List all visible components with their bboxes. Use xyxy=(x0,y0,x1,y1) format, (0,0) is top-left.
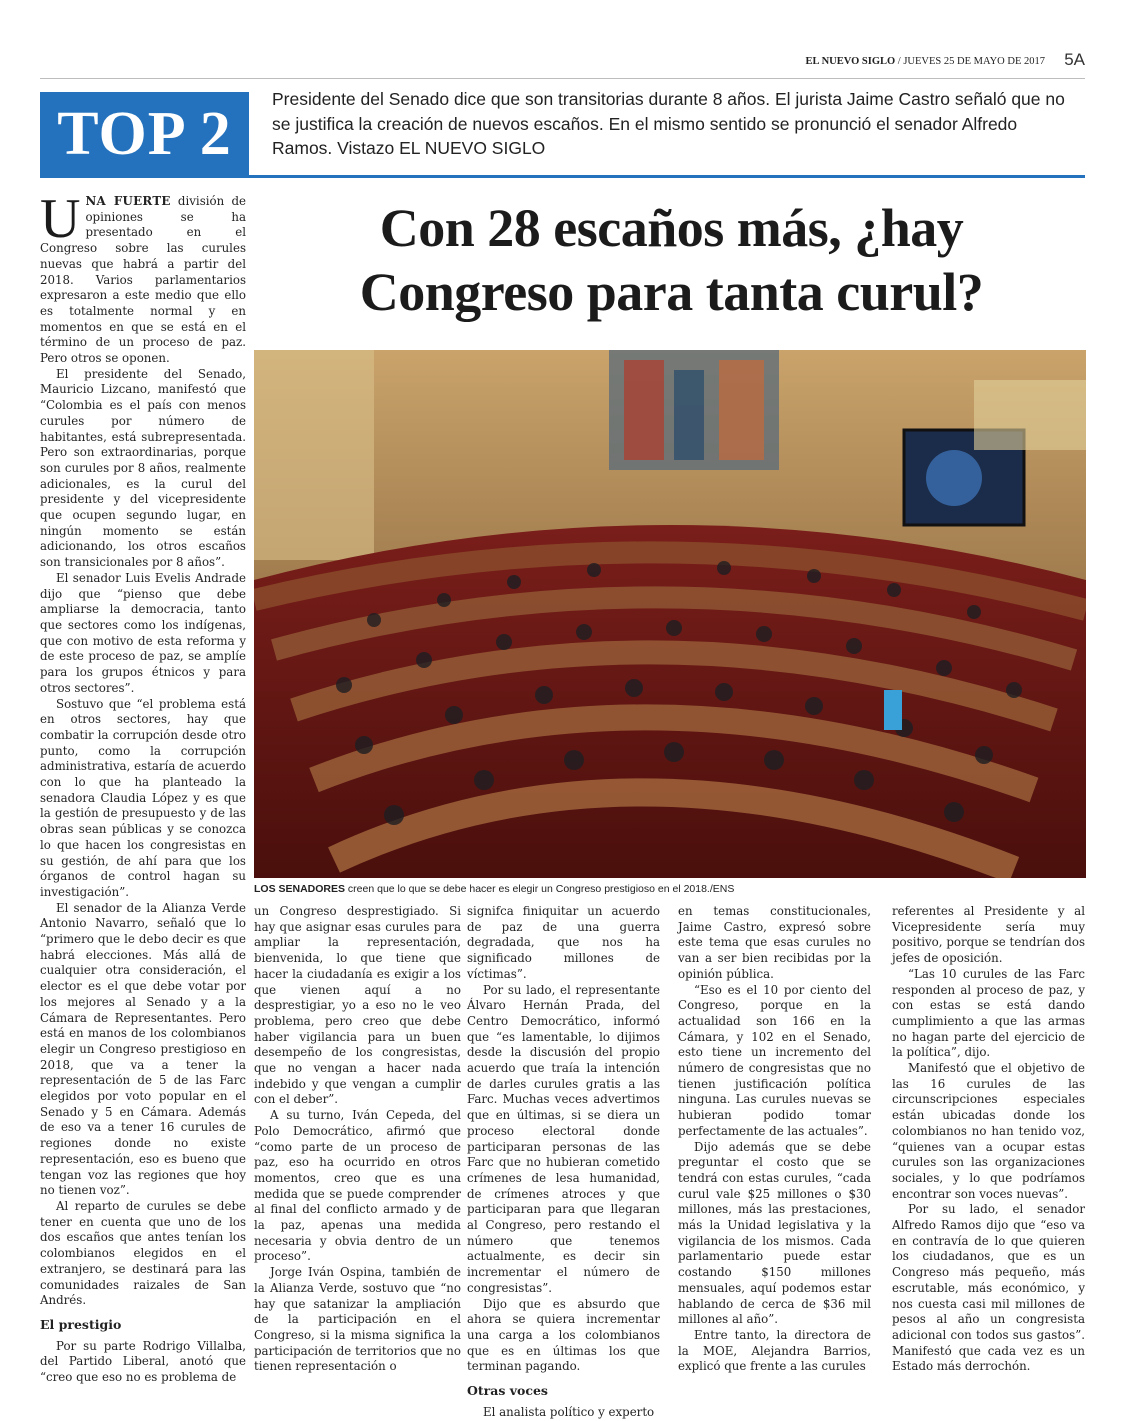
congress-photo xyxy=(254,350,1086,878)
paragraph: El presidente del Senado, Mauricio Lizcano, manifestó que “Colombia es el país con menos curules por número de habitantes, está subrepresentada. Pero son extraordinarias, porque son curules por 8 años, realmente adicionales, es la curul del presidente y del vicepresidente que ocupen segundo lugar, en ningún momento se están adicionando, los otros escaños son transicionales por 8 años”. xyxy=(40,366,246,570)
section-rule xyxy=(40,175,1085,178)
paragraph: Por su parte Rodrigo Villalba, del Partido Liberal, anotó que “creo que eso no es problema de xyxy=(40,1338,246,1385)
paragraph: Sostuvo que “el problema está en otros sectores, hay que combatir la corrupción desde otro punto, como la corrupción administrativa, estaría de acuerdo con lo que ha planteado la senadora Claudia López y es que la gestión de presupuesto y de las obras sean públicas y se conozca lo que hacen los congresistas en su gestión, de ahí para que los órganos de control hagan su investigación”. xyxy=(40,696,246,899)
section-badge xyxy=(40,92,249,176)
paragraph: Por su lado, el representante Álvaro Hernán Prada, del Centro Democrático, informó que “es lamentable, lo dijimos desde la discusión del propio acuerdo que traía la intención de darles curules gratis a las Farc. Muchas veces advertimos que en últimas, si se diera un proceso electoral donde participaran personas de las Farc que no hubieran cometido crímenes de lesa humanidad, de crímenes atroces y que participaran para que llegaran al Congreso, pero restando el número que tenemos actualmente, es decir sin incrementar el número de congresistas”. xyxy=(467,982,660,1295)
headline-line-2: Congreso para tanta curul? xyxy=(359,262,984,322)
paragraph: Entre tanto, la directora de la MOE, Alejandra Barrios, explicó que frente a las curules xyxy=(678,1327,871,1374)
paragraph: Manifestó que el objetivo de las 16 curules de las circunscripciones especiales están ubicadas donde los colombianos no han tenido voz, “quienes van a ocupar estas curules son las organizaciones sociales, y lo que podríamos encontrar son voces nuevas”. xyxy=(892,1061,1085,1201)
paragraph: Dijo además que se debe preguntar el costo que se tendrá con estas curules, “cada curul vale $25 millones o $30 millones, más las prestaciones, más la Unidad legislativa y la vigilancia de los mismos. Cada parlamentario puede estar costando $150 millones mensuales, aquí podemos estar hablando de cerca de $36 mil millones al año”. xyxy=(678,1139,871,1327)
paragraph: Dijo que es absurdo que ahora se quiera incrementar una carga a los colombianos que es en últimas los que terminan pagando. xyxy=(467,1296,660,1374)
photo-caption xyxy=(254,883,1086,895)
caption-lead: LOS SENADORES xyxy=(254,883,346,895)
paragraph: signifca finiquitar un acuerdo de paz de una guerra degradada, que nos ha significado millones de víctimas”. xyxy=(467,904,660,981)
page-number: 5A xyxy=(1064,50,1085,69)
article-column-5 xyxy=(892,904,1085,1375)
lead-caps: NA FUERTE xyxy=(85,194,171,208)
page-header xyxy=(40,50,1085,78)
subhead-otras-voces: Otras voces xyxy=(467,1383,548,1399)
section-label: TOP 2 xyxy=(57,100,232,168)
headline-line-1: Con 28 escaños más, ¿hay xyxy=(379,198,964,258)
paragraph: Por su lado, el senador Alfredo Ramos dijo que “eso va en contravía de lo que quieren los ciudadanos, que es un Congreso más pequeño, más escrutable, más económico, y nos cuesta casi mil millones de pesos al año un congresista adicional con todos sus gastos”. Manifestó que cada vez es un Estado más derrochón. xyxy=(892,1202,1085,1374)
issue-date: / JUEVES 25 DE MAYO DE 2017 xyxy=(897,56,1045,67)
article-column-2 xyxy=(254,904,461,1375)
lead-paragraph xyxy=(40,188,246,367)
article-column-3 xyxy=(467,904,660,1421)
article-deck: Presidente del Senado dice que son transitorias durante 8 años. El jurista Jaime Castro señaló que no se justifica la creación de nuevos escaños. En el mismo sentido se pronunció el senador Alfredo Ramos. Vistazo EL NUEVO SIGLO xyxy=(272,89,1065,158)
paragraph: en temas constitucionales, Jaime Castro, expresó sobre este tema que esas curules no van a ser bien recibidas por la opinión pública. xyxy=(678,904,871,981)
paragraph: El senador de la Alianza Verde Antonio Navarro, señaló que lo “primero que le debo decir es que habrá elecciones. Más allá de cualquier otra consideración, el elector es el que debe votar por los mejores al Senado y a la Cámara de Representantes. Pero está en manos de los colombianos elegir un Congreso prestigioso en 2018, que va a tener la representación de 5 de las Farc elegidos por voto popular en el Senado y 5 en Cámara. Además de eso va a tener 16 curules de regiones donde no existe representación, eso es bueno que tengan voz las regiones que hoy no tienen voz”. xyxy=(40,900,246,1198)
paragraph: Jorge Iván Ospina, también de la Alianza Verde, sostuvo que “no hay que satanizar la ampliación de la participación en el Congreso, si la misma significa la participación de territorios que no tienen representación o xyxy=(254,1265,461,1374)
subhead-prestigio: El prestigio xyxy=(40,1316,122,1332)
article-column-4 xyxy=(678,904,871,1375)
paragraph: referentes al Presidente y al Vicepresidente sería muy positivo, porque se tendrían dos jefes de oposición. xyxy=(892,904,1085,966)
congress-chamber-illustration xyxy=(254,350,1086,878)
paragraph: “Eso es el 10 por ciento del Congreso, porque en la actualidad son 166 en la Cámara, y 102 en el Senado, esto tiene un incremento del número de congresistas que no tienen justificación política ninguna. Las curules nuevas se hubieran podido tomar perfectamente de las actuales”. xyxy=(678,982,871,1138)
paragraph: Al reparto de curules se debe tener en cuenta que uno de los dos escaños que antes tenían los colombianos elegidos en el extranjero, se destinará para las comunidades raizales de San Andrés. xyxy=(40,1199,246,1308)
paragraph: “Las 10 curules de las Farc responden al proceso de paz, y con estas se está dando cumplimiento a que las armas no hagan parte del ejercicio de la política”, dijo. xyxy=(892,966,1085,1060)
header-paper-date xyxy=(806,56,1045,67)
header-rule xyxy=(40,78,1085,79)
lead-text: división de opiniones se ha presentado en el Congreso sobre las curules nuevas que habrá a partir del 2018. Varios parlamentarios expresaron a este medio que ello es totalmente normal y en momentos en que se está en el término de un proceso de paz. Pero otros se oponen. xyxy=(40,194,246,366)
article-column-1 xyxy=(40,188,246,1386)
caption-text: creen que lo que se debe hacer es elegir un Congreso prestigioso en el 2018./ENS xyxy=(345,883,735,895)
paragraph: A su turno, Iván Cepeda, del Polo Democrático, afirmó que “como parte de un proceso de paz, eso ha ocurrido en otros momentos, creo que es una medida que se puede comprender al final del conflicto armado y de la paz, apenas una medida necesaria y obvia dentro de un proceso”. xyxy=(254,1108,461,1264)
paper-name: EL NUEVO SIGLO xyxy=(805,56,896,67)
headline xyxy=(258,196,1085,324)
paragraph: El analista político y experto xyxy=(483,1404,655,1419)
drop-cap: U xyxy=(40,188,81,250)
paragraph: un Congreso desprestigiado. Si hay que asignar esas curules para ampliar la representación, bienvenida, lo que tiene que hacer la ciudadanía es exigir a los que vienen aquí a no desprestigiar, yo a eso no le veo problema, pero creo que debe haber vigilancia para un buen desempeño de los congresistas, que no vengan a hacer nada indebido y que vengan a cumplir con el deber”. xyxy=(254,904,461,1107)
paragraph: El senador Luis Evelis Andrade dijo que “pienso que debe ampliarse la democracia, tanto que sectores como los indígenas, que con motivo de esta reforma y de este proceso de paz, se amplíe para los grupos étnicos y para otros sectores”. xyxy=(40,570,246,695)
